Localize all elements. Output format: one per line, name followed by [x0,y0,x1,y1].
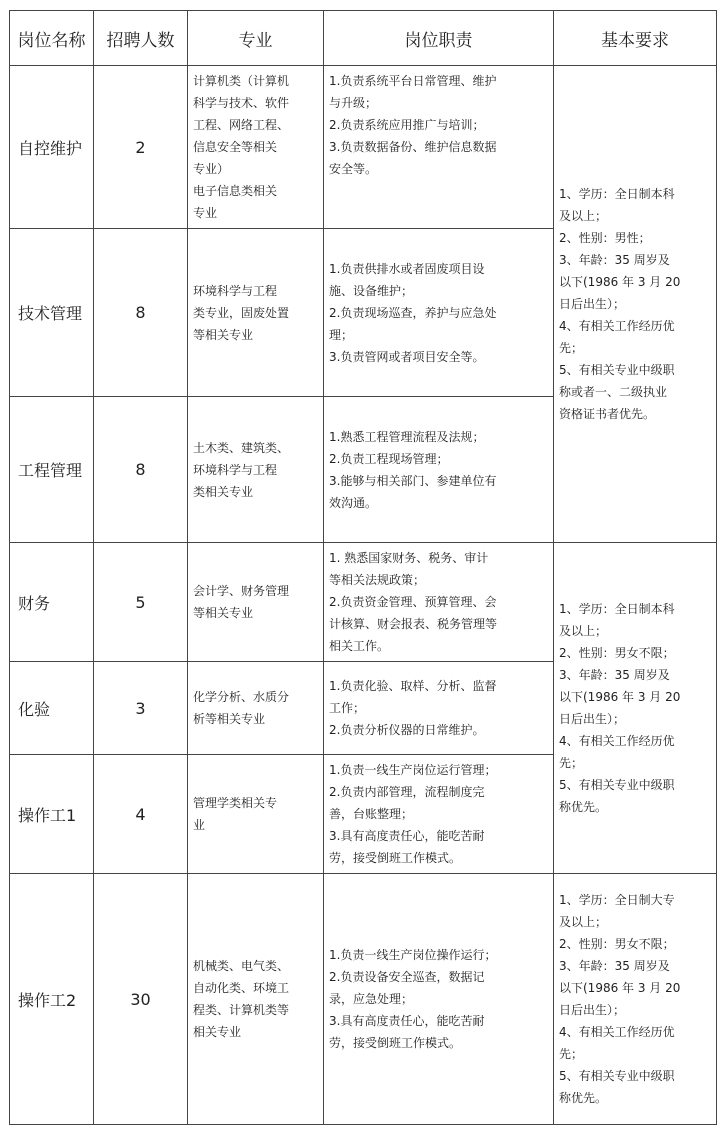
requirement-line: 及以上； [559,915,608,929]
duty-line: 与升级； [329,96,378,110]
requirement-line: 3、年龄：35 周岁及 [559,959,670,973]
requirement-line: 2、性别：男女不限； [559,937,675,951]
requirement-line: 及以上； [559,624,608,638]
duty-line: 3.能够与相关部门、参建单位有 [329,473,497,488]
duties-cell [324,66,554,229]
table-row [10,874,717,1125]
duties-cell [324,397,554,543]
position-name: 工程管理 [10,397,94,543]
requirement-line: 以下(1986 年 3 月 20 [559,981,681,995]
duty-line: 2.负责设备安全巡查，数据记 [329,970,485,984]
major-line: 专业 [193,206,218,220]
duty-line: 2.负责分析仪器的日常维护。 [329,723,485,737]
duty-line: 计核算、财会报表、税务管理等 [329,617,498,631]
duty-line: 施、设备维护； [329,283,414,298]
requirement-line: 3、年龄：35 周岁及 [559,253,670,267]
major-line: 等相关专业 [193,606,254,620]
major-cell [188,543,324,662]
requirement-line: 1、学历：全日制大专 [559,893,675,907]
duty-line: 1.负责化验、取样、分析、监督 [329,679,497,693]
position-name: 自控维护 [10,66,94,229]
duties-cell [324,229,554,397]
duty-line: 劳，接受倒班工作模式。 [329,851,462,865]
major-line: 信息安全等相关 [193,140,278,154]
requirement-line: 5、有相关专业中级职 [559,778,675,792]
requirement-line: 5、有相关专业中级职 [559,363,675,377]
duty-line: 理； [329,327,354,342]
headcount: 2 [94,66,188,229]
duty-line: 善，台账整理； [329,807,414,821]
header-position-name: 岗位名称 [10,11,94,66]
duty-line: 3.具有高度责任心，能吃苦耐 [329,829,485,843]
header-major: 专业 [188,11,324,66]
major-line: 相关专业 [193,1025,242,1039]
duty-line: 1.负责供排水或者固废项目设 [329,261,485,276]
major-line: 土木类、建筑类、 [193,440,290,455]
table-row [10,543,717,662]
duty-line: 效沟通。 [329,495,378,510]
major-line: 管理学类相关专 [193,796,278,810]
requirement-line: 2、性别：男性； [559,231,651,245]
headcount: 5 [94,543,188,662]
duty-line: 3.负责数据备份、维护信息数据 [329,140,497,154]
major-line: 自动化类、环境工 [193,981,290,995]
requirement-line: 5、有相关专业中级职 [559,1069,675,1083]
requirement-line: 及以上； [559,209,608,223]
position-name: 技术管理 [10,229,94,397]
requirement-line: 称或者一、二级执业 [559,385,668,399]
major-line: 工程、网络工程、 [193,118,290,132]
position-name: 财务 [10,543,94,662]
duty-line: 1. 熟悉国家财务、税务、审计 [329,551,489,565]
requirement-line: 2、性别：男女不限； [559,646,675,660]
requirement-line: 日后出生）； [559,297,626,311]
requirement-line: 称优先。 [559,1091,608,1105]
duty-line: 劳，接受倒班工作模式。 [329,1036,462,1050]
major-line: 环境科学与工程 [193,462,278,477]
requirement-line: 1、学历：全日制本科 [559,187,675,201]
requirement-line: 3、年龄：35 周岁及 [559,668,670,682]
headcount: 8 [94,229,188,397]
major-cell [188,662,324,755]
requirement-line: 日后出生）； [559,1003,626,1017]
major-cell [188,874,324,1125]
major-line: 程类、计算机类等 [193,1003,290,1017]
major-cell [188,397,324,543]
duty-line: 1.熟悉工程管理流程及法规； [329,429,485,444]
requirement-line: 以下(1986 年 3 月 20 [559,690,681,704]
requirement-line: 日后出生）； [559,712,626,726]
duties-cell [324,543,554,662]
requirement-line: 4、有相关工作经历优 [559,734,675,748]
duty-line: 2.负责内部管理，流程制度完 [329,785,485,799]
requirement-line: 以下(1986 年 3 月 20 [559,275,681,289]
duty-line: 3.具有高度责任心，能吃苦耐 [329,1014,485,1028]
duty-line: 1.负责系统平台日常管理、维护 [329,74,497,88]
duties-cell [324,874,554,1125]
major-line: 环境科学与工程 [193,283,278,298]
position-name: 操作工2 [10,874,94,1125]
duties-cell [324,662,554,755]
duty-line: 1.负责一线生产岗位操作运行； [329,948,497,962]
header-duties: 岗位职责 [324,11,554,66]
duty-line: 等相关法规政策； [329,573,426,587]
major-cell [188,229,324,397]
major-cell [188,66,324,229]
headcount: 30 [94,874,188,1125]
duty-line: 2.负责现场巡查，养护与应急处 [329,305,497,320]
major-cell [188,755,324,874]
duty-line: 工作； [329,701,366,715]
position-name: 化验 [10,662,94,755]
headcount: 3 [94,662,188,755]
table-row [10,66,717,229]
major-line: 业 [193,818,206,832]
table-header-row [10,11,717,66]
major-line: 类相关专业 [193,484,254,499]
requirement-line: 先； [559,756,584,770]
major-line: 机械类、电气类、 [193,959,290,973]
requirement-line: 称优先。 [559,800,608,814]
duties-cell [324,755,554,874]
duty-line: 2.负责工程现场管理； [329,451,449,466]
major-line: 析等相关专业 [193,712,266,726]
requirement-line: 4、有相关工作经历优 [559,319,675,333]
duty-line: 1.负责一线生产岗位运行管理； [329,763,497,777]
position-name: 操作工1 [10,755,94,874]
headcount: 4 [94,755,188,874]
duty-line: 2.负责系统应用推广与培训； [329,118,485,132]
header-requirements: 基本要求 [554,11,717,66]
requirements-cell [554,66,717,543]
requirement-line: 先； [559,1047,584,1061]
duty-line: 安全等。 [329,162,378,176]
requirement-line: 先； [559,341,584,355]
major-line: 电子信息类相关 [193,184,278,198]
requirements-cell [554,874,717,1125]
requirement-line: 1、学历：全日制本科 [559,602,675,616]
duty-line: 2.负责资金管理、预算管理、会 [329,595,497,609]
header-headcount: 招聘人数 [94,11,188,66]
duty-line: 3.负责管网或者项目安全等。 [329,349,485,364]
major-line: 科学与技术、软件 [193,96,290,110]
major-line: 会计学、财务管理 [193,584,290,598]
requirement-line: 4、有相关工作经历优 [559,1025,675,1039]
major-line: 等相关专业 [193,327,254,342]
requirement-line: 资格证书者优先。 [559,407,656,421]
headcount: 8 [94,397,188,543]
major-line: 专业） [193,162,230,176]
recruitment-table [9,10,717,1125]
major-line: 化学分析、水质分 [193,690,290,704]
duty-line: 相关工作。 [329,639,390,653]
duty-line: 录，应急处理； [329,992,414,1006]
requirements-cell [554,543,717,874]
major-line: 类专业，固废处置 [193,305,290,320]
major-line: 计算机类（计算机 [193,74,290,88]
